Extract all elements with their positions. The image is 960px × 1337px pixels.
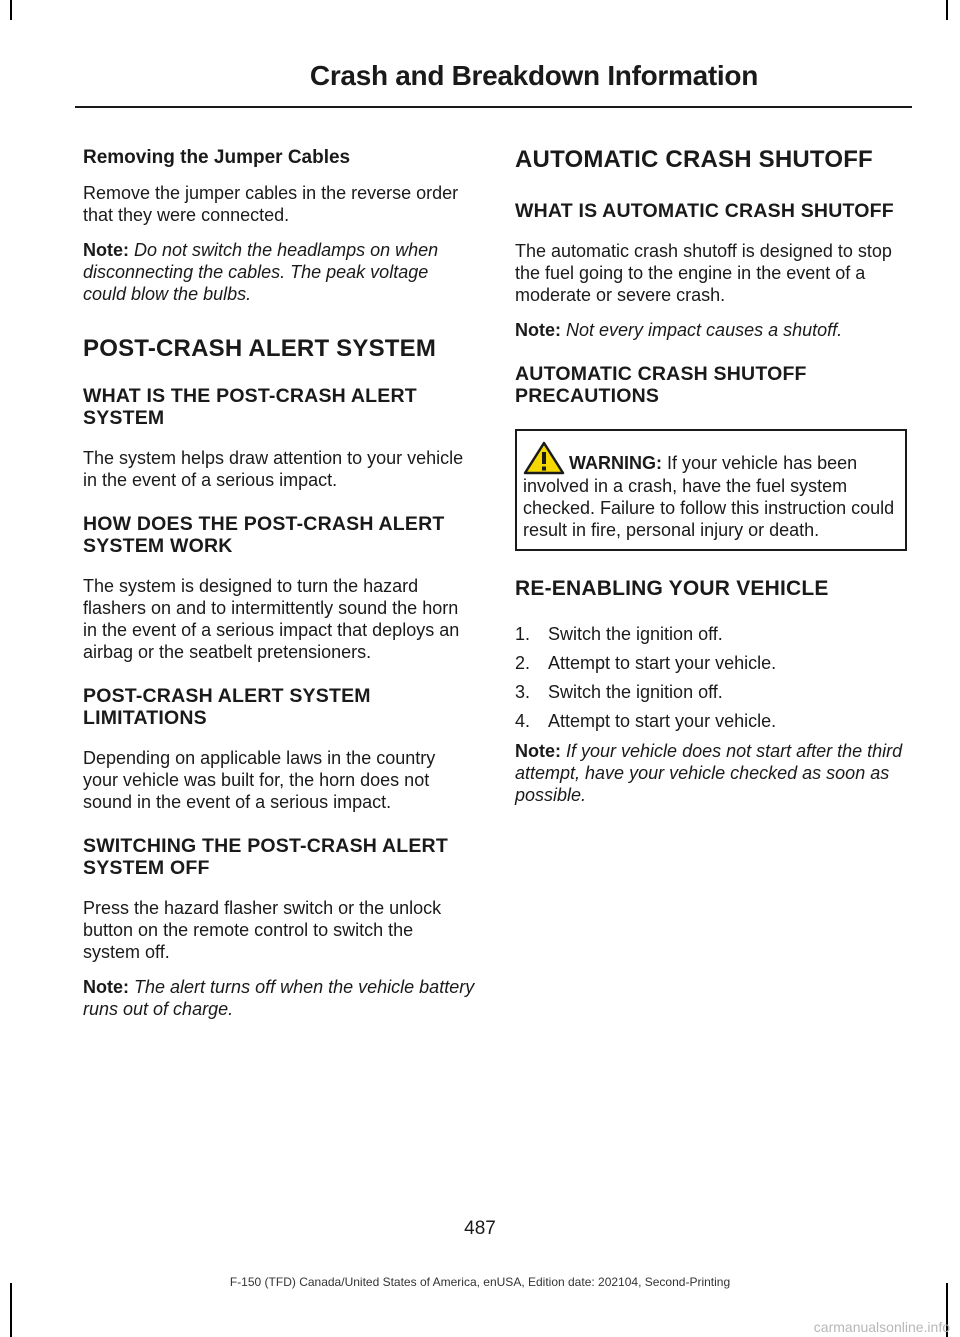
switching-post-crash-off-heading: SWITCHING THE POST-CRASH ALERT SYSTEM OFF [83, 835, 448, 879]
step-number: 1. [515, 624, 531, 644]
re-enabling-vehicle-heading: RE-ENABLING YOUR VEHICLE [515, 577, 829, 600]
switching-post-crash-off-text: Press the hazard flasher switch or the unlock button on the remote control to switch the system off. [83, 898, 442, 962]
switching-note [83, 976, 475, 1020]
note-label: Note: [515, 320, 561, 340]
what-is-post-crash-text: The system helps draw attention to your vehicle in the event of a serious impact. [83, 448, 464, 490]
edition-footer: F-150 (TFD) Canada/United States of America, enUSA, Edition date: 202104, Second-Printing [229, 1275, 731, 1289]
warning-label: WARNING: [569, 453, 662, 473]
post-crash-limitations-heading: POST-CRASH ALERT SYSTEM LIMITATIONS [83, 685, 371, 729]
crash-shutoff-note [515, 319, 907, 341]
note-label: Note: [83, 977, 129, 997]
watermark: carmanualsonline.info [813, 1319, 950, 1335]
warning-triangle-icon [523, 441, 565, 475]
crop-mark [946, 0, 948, 20]
removing-jumper-cables-heading: Removing the Jumper Cables [83, 147, 351, 168]
removing-jumper-cables-text: Remove the jumper cables in the reverse order that they were connected. [83, 183, 459, 225]
page-number: 487 [464, 1218, 496, 1239]
automatic-crash-shutoff-heading: AUTOMATIC CRASH SHUTOFF [515, 146, 873, 173]
step-text: Switch the ignition off. [548, 682, 723, 702]
note-label: Note: [83, 240, 129, 260]
list-item [515, 623, 907, 645]
warning-text: If your vehicle has been involved in a crash, have the fuel system checked. Failure to follow this instruction could result in fire, personal injury or death. [523, 453, 895, 540]
crop-mark [10, 1283, 12, 1337]
step-text: Attempt to start your vehicle. [548, 711, 777, 731]
post-crash-limitations-text: Depending on applicable laws in the country your vehicle was built for, the horn does not sound in the event of a serious impact. [83, 748, 436, 812]
what-is-crash-shutoff-text: The automatic crash shutoff is designed to stop the fuel going to the engine in the event of a moderate or severe crash. [515, 241, 892, 305]
warning-box [515, 429, 907, 551]
note-text: Do not switch the headlamps on when disconnecting the cables. The peak voltage could blow the bulbs. [83, 240, 439, 304]
re-enabling-steps-list [515, 623, 907, 732]
step-number: 4. [515, 711, 531, 731]
note-text: The alert turns off when the vehicle battery runs out of charge. [83, 977, 475, 1019]
re-enabling-note [515, 740, 907, 806]
crash-shutoff-precautions-heading: AUTOMATIC CRASH SHUTOFF PRECAUTIONS [515, 363, 807, 407]
note-text: If your vehicle does not start after the third attempt, have your vehicle checked as soon as possible. [515, 741, 903, 805]
step-number: 2. [515, 653, 531, 673]
removing-note [83, 239, 475, 305]
header-divider [75, 106, 912, 108]
list-item [515, 652, 907, 674]
what-is-crash-shutoff-heading: WHAT IS AUTOMATIC CRASH SHUTOFF [515, 200, 894, 222]
list-item [515, 681, 907, 703]
page-header-title: Crash and Breakdown Information [309, 60, 758, 91]
right-column [515, 146, 907, 819]
warning-text-block [523, 441, 897, 541]
crop-mark [10, 0, 12, 20]
note-text: Not every impact causes a shutoff. [566, 320, 843, 340]
step-text: Switch the ignition off. [548, 624, 723, 644]
left-column [83, 146, 475, 1033]
step-text: Attempt to start your vehicle. [548, 653, 777, 673]
note-label: Note: [515, 741, 561, 761]
what-is-post-crash-heading: WHAT IS THE POST-CRASH ALERT SYSTEM [83, 385, 417, 429]
list-item [515, 710, 907, 732]
step-number: 3. [515, 682, 531, 702]
how-post-crash-works-text: The system is designed to turn the hazard flashers on and to intermittently sound the horn in the event of a serious impact that deploys an airbag or the seatbelt pretensioners. [83, 576, 460, 662]
post-crash-alert-heading: POST-CRASH ALERT SYSTEM [83, 335, 437, 362]
how-post-crash-works-heading: HOW DOES THE POST-CRASH ALERT SYSTEM WORK [83, 513, 445, 557]
